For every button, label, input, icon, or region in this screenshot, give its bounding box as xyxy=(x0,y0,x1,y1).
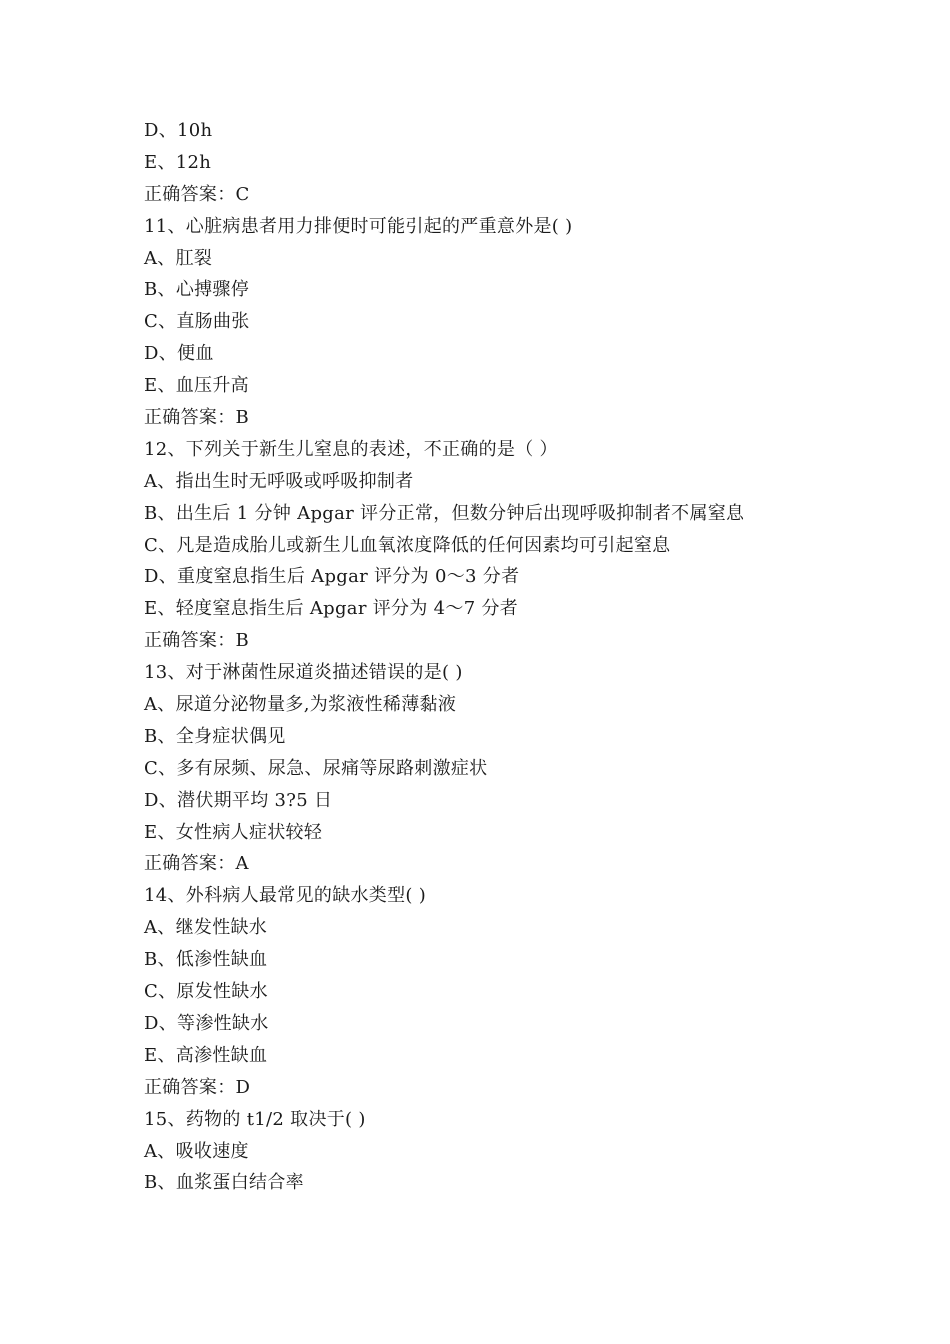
option-line: C、多有尿频、尿急、尿痛等尿路刺激症状 xyxy=(144,757,488,779)
option-line: D、10h xyxy=(144,120,213,141)
answer-line: 正确答案：A xyxy=(144,853,249,875)
option-line: B、低渗性缺血 xyxy=(144,949,268,971)
question-line: 12、下列关于新生儿窒息的表述，不正确的是（ ） xyxy=(144,438,558,460)
option-line: A、指出生时无呼吸或呼吸抑制者 xyxy=(144,470,414,492)
option-line: A、继发性缺水 xyxy=(144,917,268,939)
option-line: A、尿道分泌物量多,为浆液性稀薄黏液 xyxy=(144,694,457,716)
option-line: B、血浆蛋白结合率 xyxy=(144,1172,304,1194)
option-line: A、吸收速度 xyxy=(144,1140,249,1162)
question-line: 13、对于淋菌性尿道炎描述错误的是( ) xyxy=(144,662,463,684)
option-line: A、肛裂 xyxy=(144,247,213,269)
option-line: E、轻度窒息指生后 Apgar 评分为 4～7 分者 xyxy=(144,598,519,620)
answer-line: 正确答案：B xyxy=(144,630,250,652)
option-line: E、女性病人症状较轻 xyxy=(144,821,323,843)
option-line: C、原发性缺水 xyxy=(144,981,268,1003)
option-line: B、全身症状偶见 xyxy=(144,725,286,747)
option-line: B、出生后 1 分钟 Apgar 评分正常，但数分钟后出现呼吸抑制者不属窒息 xyxy=(144,502,745,524)
answer-line: 正确答案：B xyxy=(144,407,250,429)
option-line: E、血压升高 xyxy=(144,375,249,397)
question-line: 15、药物的 t1/2 取决于( ) xyxy=(144,1108,366,1130)
option-line: C、凡是造成胎儿或新生儿血氧浓度降低的任何因素均可引起窒息 xyxy=(144,534,671,556)
option-line: D、等渗性缺水 xyxy=(144,1012,269,1034)
option-line: D、重度窒息指生后 Apgar 评分为 0～3 分者 xyxy=(144,566,520,588)
document-body xyxy=(144,115,824,1199)
answer-line: 正确答案：C xyxy=(144,183,250,205)
answer-line: 正确答案：D xyxy=(144,1076,251,1098)
option-line: B、心搏骤停 xyxy=(144,279,250,301)
option-line: E、高渗性缺血 xyxy=(144,1044,268,1066)
option-line: E、12h xyxy=(144,151,212,173)
option-line: C、直肠曲张 xyxy=(144,311,250,333)
option-line: D、便血 xyxy=(144,343,214,365)
question-line: 14、外科病人最常见的缺水类型( ) xyxy=(144,885,427,907)
option-line: D、潜伏期平均 3?5 日 xyxy=(144,789,333,811)
question-line: 11、心脏病患者用力排便时可能引起的严重意外是( ) xyxy=(144,215,573,237)
